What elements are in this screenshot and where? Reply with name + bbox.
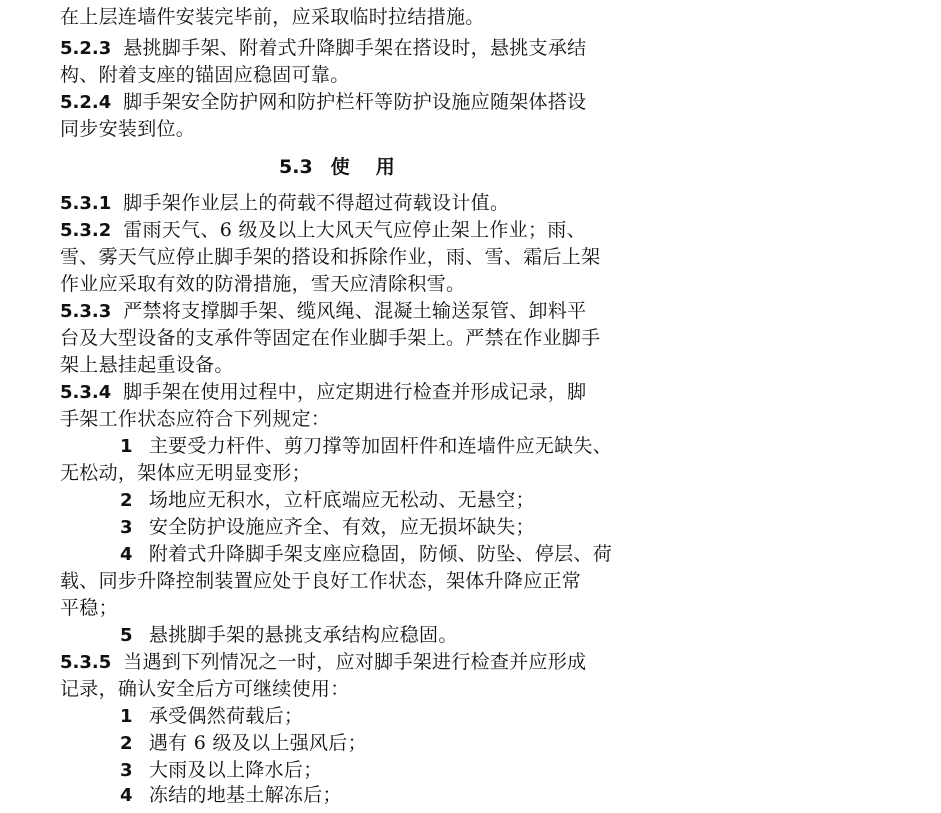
item-number: 2 <box>120 490 133 511</box>
paragraph-text: 同步安装到位。 <box>60 118 196 140</box>
text-line <box>60 0 722 34</box>
section-number: 5.3 <box>279 156 313 178</box>
clause-number: 5.3.4 <box>60 382 112 403</box>
clause-number: 5.3.3 <box>60 301 112 322</box>
paragraph-text: 无松动，架体应无明显变形； <box>60 462 311 484</box>
section-title-part: 用 <box>375 156 395 178</box>
text-line <box>60 112 722 146</box>
clause-number: 5.2.3 <box>60 38 112 59</box>
clause-number: 5.3.2 <box>60 220 112 241</box>
paragraph-text: 平稳； <box>60 597 118 619</box>
item-number: 3 <box>120 517 133 538</box>
clause-text: 脚手架安全防护网和防护栏杆等防护设施应随架体搭设 <box>123 91 587 113</box>
clause-text: 悬挑脚手架、附着式升降脚手架在搭设时，悬挑支承结 <box>123 37 587 59</box>
item-number: 4 <box>120 785 133 806</box>
paragraph-text: 载、同步升降控制装置应处于良好工作状态，架体升降应正常 <box>60 570 582 592</box>
item-number: 2 <box>120 733 133 754</box>
section-heading <box>279 150 941 184</box>
item-number: 1 <box>120 436 133 457</box>
clause-text: 严禁将支撑脚手架、缆风绳、混凝土输送泵管、卸料平 <box>123 300 587 322</box>
item-text: 悬挑脚手架的悬挑支承结构应稳固。 <box>148 624 458 646</box>
item-text: 大雨及以上降水后； <box>148 759 323 781</box>
paragraph-text: 构、附着支座的锚固应稳固可靠。 <box>60 64 350 86</box>
item-text: 承受偶然荷载后； <box>148 705 304 727</box>
item-text: 主要受力杆件、剪刀撑等加固杆件和连墙件应无缺失、 <box>148 435 613 457</box>
item-number: 1 <box>120 706 133 727</box>
paragraph-text: 在上层连墙件安装完毕前，应采取临时拉结措施。 <box>60 6 485 28</box>
item-number: 4 <box>120 544 133 565</box>
paragraph-text: 记录，确认安全后方可继续使用： <box>60 678 350 700</box>
item-text: 附着式升降脚手架支座应稳固，防倾、防坠、停层、荷 <box>148 543 613 565</box>
clause-text: 当遇到下列情况之一时，应对脚手架进行检查并应形成 <box>123 651 587 673</box>
paragraph-text: 架上悬挂起重设备。 <box>60 354 234 376</box>
list-item <box>120 778 782 806</box>
clause-text: 雷雨天气、6 级及以上大风天气应停止架上作业；雨、 <box>123 219 586 241</box>
paragraph-text: 台及大型设备的支承件等固定在作业脚手架上。严禁在作业脚手 <box>60 327 601 349</box>
clause-text: 脚手架作业层上的荷载不得超过荷载设计值。 <box>123 192 510 214</box>
item-text: 场地应无积水，立杆底端应无松动、无悬空； <box>148 489 535 511</box>
clause-text: 脚手架在使用过程中，应定期进行检查并形成记录，脚 <box>123 381 587 403</box>
clause-number: 5.3.1 <box>60 193 112 214</box>
item-text: 冻结的地基土解冻后； <box>148 784 342 806</box>
paragraph-text: 雪、雾天气应停止脚手架的搭设和拆除作业，雨、雪、霜后上架 <box>60 246 601 268</box>
item-number: 5 <box>120 625 133 646</box>
clause-number: 5.3.5 <box>60 652 112 673</box>
paragraph-text: 手架工作状态应符合下列规定： <box>60 408 331 430</box>
section-title-part: 使 <box>330 156 350 178</box>
item-text: 安全防护设施应齐全、有效，应无损坏缺失； <box>148 516 535 538</box>
clause-number: 5.2.4 <box>60 92 112 113</box>
item-text: 遇有 6 级及以上强风后； <box>148 732 367 754</box>
item-number: 3 <box>120 760 133 781</box>
paragraph-text: 作业应采取有效的防滑措施，雪天应清除积雪。 <box>60 273 466 295</box>
